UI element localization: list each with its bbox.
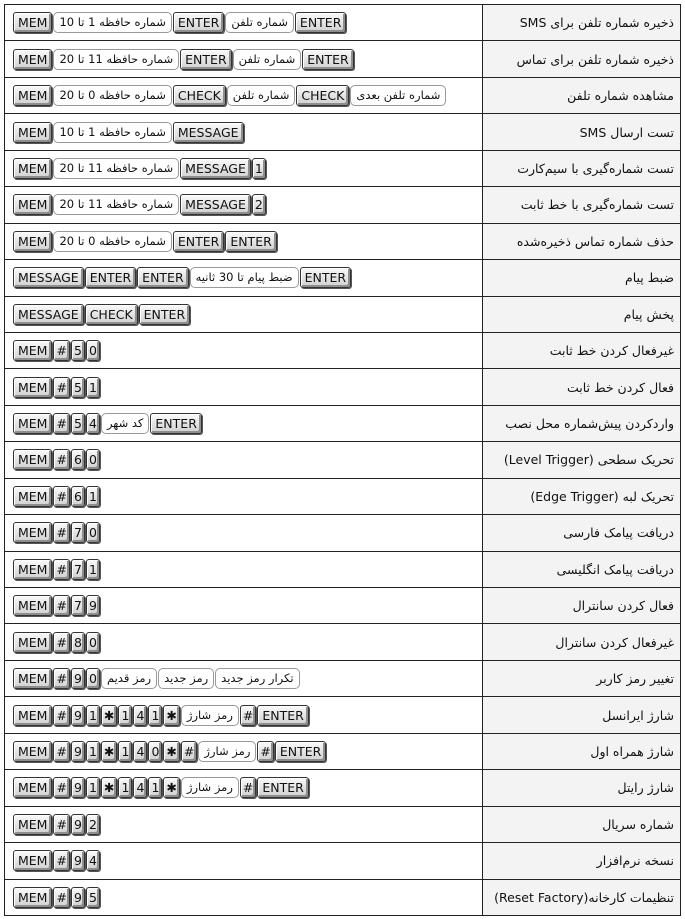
keypad-key: 7 — [71, 559, 85, 580]
keypad-key: ENTER — [180, 49, 231, 70]
keypad-key: CHECK — [85, 304, 138, 325]
keypad-key: MEM — [13, 449, 52, 470]
key-sequence — [5, 369, 482, 404]
keypad-key: 1 — [86, 777, 100, 798]
keypad-key: 1 — [86, 741, 100, 762]
table-row — [5, 297, 680, 333]
keypad-key: 0 — [86, 522, 100, 543]
keypad-key: ENTER — [173, 231, 224, 252]
keypad-key: ENTER — [85, 267, 136, 288]
keypad-key: 4 — [86, 850, 100, 871]
keypad-key: # — [53, 486, 69, 507]
keypad-key: # — [240, 777, 256, 798]
input-placeholder-box: شماره حافظه 11 تا 20 — [53, 194, 179, 215]
key-sequence — [5, 552, 482, 587]
input-placeholder-box: رمز شارژ — [181, 705, 239, 726]
key-sequence — [5, 41, 482, 76]
keypad-key: ENTER — [257, 777, 308, 798]
keypad-key: MEM — [13, 887, 52, 908]
keypad-key: MEM — [13, 122, 52, 143]
key-sequence — [5, 624, 482, 659]
input-placeholder-box: شماره حافظه 11 تا 20 — [53, 158, 179, 179]
table-row — [5, 770, 680, 806]
keypad-key: 9 — [71, 850, 85, 871]
table-row — [5, 697, 680, 733]
keypad-key: MEM — [13, 231, 52, 252]
keypad-key: # — [53, 887, 69, 908]
keypad-key: 0 — [86, 340, 100, 361]
keypad-key: # — [53, 595, 69, 616]
keypad-key: 9 — [71, 741, 85, 762]
input-placeholder-box: رمز شارژ — [198, 741, 256, 762]
input-placeholder-box: شماره تلفن — [225, 12, 294, 33]
keypad-key: # — [53, 850, 69, 871]
command-label: ذخیره شماره تلفن برای تماس — [482, 41, 680, 76]
keypad-key: ✱ — [101, 705, 117, 726]
keypad-key: MEM — [13, 486, 52, 507]
keypad-key: # — [181, 741, 197, 762]
keypad-key: ENTER — [300, 267, 351, 288]
table-row — [5, 41, 680, 77]
keypad-key: MEM — [13, 522, 52, 543]
keypad-key: 1 — [86, 705, 100, 726]
input-placeholder-box: شماره حافظه 1 تا 10 — [53, 12, 171, 33]
keypad-key: # — [53, 632, 69, 653]
input-placeholder-box: رمز قدیم — [101, 668, 157, 689]
input-placeholder-box: شماره تلفن — [233, 49, 302, 70]
keypad-key: 9 — [71, 705, 85, 726]
key-sequence — [5, 297, 482, 332]
keypad-key: # — [53, 340, 69, 361]
key-sequence — [5, 661, 482, 696]
table-row — [5, 369, 680, 405]
command-label: غیرفعال کردن خط ثابت — [482, 333, 680, 368]
table-row — [5, 406, 680, 442]
table-row — [5, 552, 680, 588]
keypad-key: 1 — [118, 777, 132, 798]
keypad-key: ✱ — [101, 741, 117, 762]
keypad-key: MEM — [13, 632, 52, 653]
keypad-key: MESSAGE — [173, 122, 244, 143]
keypad-key: 2 — [252, 194, 266, 215]
table-row — [5, 807, 680, 843]
keypad-key: MEM — [13, 814, 52, 835]
command-label: شارژ رایتل — [482, 770, 680, 805]
key-sequence — [5, 588, 482, 623]
command-label: تست شماره‌گیری با خط ثابت — [482, 187, 680, 222]
keypad-key: MEM — [13, 413, 52, 434]
key-sequence — [5, 807, 482, 842]
keypad-key: MEM — [13, 377, 52, 398]
keypad-key: 8 — [71, 632, 85, 653]
command-label: تغییر رمز کاربر — [482, 661, 680, 696]
command-label: تنظیمات کارخانه(Reset Factory) — [482, 880, 680, 915]
command-label: تحریک سطحی (Level Trigger) — [482, 442, 680, 477]
table-row — [5, 515, 680, 551]
table-row — [5, 5, 680, 41]
table-row — [5, 843, 680, 879]
keypad-key: MEM — [13, 559, 52, 580]
input-placeholder-box: رمز شارژ — [181, 777, 239, 798]
command-label: فعال کردن خط ثابت — [482, 369, 680, 404]
keypad-key: MESSAGE — [180, 158, 251, 179]
keypad-key: 1 — [148, 705, 162, 726]
keypad-key: 7 — [71, 595, 85, 616]
keypad-key: 5 — [71, 377, 85, 398]
command-label: نسخه نرم‌افزار — [482, 843, 680, 878]
key-sequence — [5, 5, 482, 40]
keypad-key: 5 — [86, 887, 100, 908]
keypad-key: 9 — [71, 814, 85, 835]
keypad-key: 9 — [86, 595, 100, 616]
input-placeholder-box: شماره حافظه 1 تا 10 — [53, 122, 171, 143]
keypad-key: ✱ — [163, 741, 179, 762]
keypad-key: # — [240, 705, 256, 726]
command-label: تست ارسال SMS — [482, 114, 680, 149]
keypad-key: 4 — [133, 741, 147, 762]
keypad-key: # — [53, 741, 69, 762]
keypad-key: # — [53, 449, 69, 470]
keypad-key: ✱ — [101, 777, 117, 798]
keypad-key: 0 — [86, 632, 100, 653]
command-label: دریافت پیامک فارسی — [482, 515, 680, 550]
key-sequence — [5, 734, 482, 769]
command-label: غیرفعال کردن سانترال — [482, 624, 680, 659]
keypad-key: 9 — [71, 887, 85, 908]
keypad-key: # — [257, 741, 273, 762]
key-sequence — [5, 151, 482, 186]
key-sequence — [5, 406, 482, 441]
command-label: ضبط پیام — [482, 260, 680, 295]
command-label: پخش پیام — [482, 297, 680, 332]
keypad-key: 9 — [71, 777, 85, 798]
key-sequence — [5, 843, 482, 878]
key-sequence — [5, 442, 482, 477]
key-sequence — [5, 187, 482, 222]
keypad-key: 9 — [71, 668, 85, 689]
keypad-key: ENTER — [173, 12, 224, 33]
keypad-key: ENTER — [275, 741, 326, 762]
command-label: تست شماره‌گیری با سیم‌کارت — [482, 151, 680, 186]
command-label: ذخیره شماره تلفن برای SMS — [482, 5, 680, 40]
command-label: دریافت پیامک انگلیسی — [482, 552, 680, 587]
keypad-key: # — [53, 814, 69, 835]
keypad-key: ENTER — [225, 231, 276, 252]
key-sequence — [5, 697, 482, 732]
keypad-key: ENTER — [257, 705, 308, 726]
input-placeholder-box: شماره تلفن بعدی — [350, 85, 446, 106]
command-label: مشاهده شماره تلفن — [482, 78, 680, 113]
keypad-key: MEM — [13, 340, 52, 361]
keypad-key: MESSAGE — [13, 304, 84, 325]
keypad-key: MESSAGE — [180, 194, 251, 215]
table-row — [5, 479, 680, 515]
keypad-key: ENTER — [150, 413, 201, 434]
keypad-key: ENTER — [295, 12, 346, 33]
command-table — [4, 4, 681, 916]
table-row — [5, 661, 680, 697]
keypad-key: MEM — [13, 194, 52, 215]
keypad-key: 0 — [86, 668, 100, 689]
input-placeholder-box: شماره حافظه 0 تا 20 — [53, 85, 171, 106]
input-placeholder-box: کد شهر — [101, 413, 149, 434]
keypad-key: # — [53, 705, 69, 726]
keypad-key: 1 — [86, 486, 100, 507]
keypad-key: MEM — [13, 595, 52, 616]
keypad-key: 1 — [148, 777, 162, 798]
keypad-key: # — [53, 522, 69, 543]
table-row — [5, 151, 680, 187]
keypad-key: ✱ — [163, 705, 179, 726]
keypad-key: 0 — [148, 741, 162, 762]
keypad-key: 1 — [86, 559, 100, 580]
keypad-key: MEM — [13, 49, 52, 70]
keypad-key: 1 — [118, 741, 132, 762]
keypad-key: ENTER — [139, 304, 190, 325]
keypad-key: 2 — [86, 814, 100, 835]
input-placeholder-box: ضبط پیام تا 30 ثانیه — [190, 267, 299, 288]
keypad-key: CHECK — [173, 85, 226, 106]
keypad-key: 7 — [71, 522, 85, 543]
key-sequence — [5, 114, 482, 149]
keypad-key: 6 — [71, 486, 85, 507]
keypad-key: # — [53, 413, 69, 434]
command-label: حذف شماره تماس ذخیره‌شده — [482, 224, 680, 259]
keypad-key: 4 — [86, 413, 100, 434]
keypad-key: # — [53, 777, 69, 798]
keypad-key: 1 — [118, 705, 132, 726]
key-sequence — [5, 333, 482, 368]
command-label: شماره سریال — [482, 807, 680, 842]
keypad-key: MEM — [13, 741, 52, 762]
table-row — [5, 187, 680, 223]
command-label: شارژ ایرانسل — [482, 697, 680, 732]
key-sequence — [5, 78, 482, 113]
keypad-key: MEM — [13, 668, 52, 689]
command-label: واردکردن پیش‌شماره محل نصب — [482, 406, 680, 441]
keypad-key: # — [53, 668, 69, 689]
command-label: تحریک لبه (Edge Trigger) — [482, 479, 680, 514]
keypad-key: 4 — [133, 705, 147, 726]
keypad-key: ✱ — [163, 777, 179, 798]
keypad-key: MEM — [13, 12, 52, 33]
keypad-key: MEM — [13, 777, 52, 798]
input-placeholder-box: شماره حافظه 11 تا 20 — [53, 49, 179, 70]
keypad-key: # — [53, 377, 69, 398]
input-placeholder-box: رمز جدید — [158, 668, 214, 689]
keypad-key: 6 — [71, 449, 85, 470]
table-row — [5, 624, 680, 660]
keypad-key: 0 — [86, 449, 100, 470]
input-placeholder-box: شماره تلفن — [227, 85, 296, 106]
command-label: شارژ همراه اول — [482, 734, 680, 769]
keypad-key: 1 — [252, 158, 266, 179]
keypad-key: MEM — [13, 705, 52, 726]
key-sequence — [5, 515, 482, 550]
table-row — [5, 224, 680, 260]
keypad-key: ENTER — [302, 49, 353, 70]
keypad-key: 4 — [133, 777, 147, 798]
keypad-key: MESSAGE — [13, 267, 84, 288]
key-sequence — [5, 479, 482, 514]
keypad-key: ENTER — [137, 267, 188, 288]
key-sequence — [5, 770, 482, 805]
input-placeholder-box: تکرار رمز جدید — [215, 668, 299, 689]
table-row — [5, 588, 680, 624]
key-sequence — [5, 880, 482, 915]
key-sequence — [5, 260, 482, 295]
keypad-key: MEM — [13, 850, 52, 871]
keypad-key: CHECK — [296, 85, 349, 106]
keypad-key: 5 — [71, 340, 85, 361]
keypad-key: MEM — [13, 158, 52, 179]
keypad-key: 5 — [71, 413, 85, 434]
table-row — [5, 333, 680, 369]
key-sequence — [5, 224, 482, 259]
keypad-key: MEM — [13, 85, 52, 106]
table-row — [5, 442, 680, 478]
table-row — [5, 260, 680, 296]
table-row — [5, 114, 680, 150]
table-row — [5, 78, 680, 114]
keypad-key: # — [53, 559, 69, 580]
table-row — [5, 734, 680, 770]
command-label: فعال کردن سانترال — [482, 588, 680, 623]
table-row — [5, 880, 680, 915]
input-placeholder-box: شماره حافظه 0 تا 20 — [53, 231, 171, 252]
keypad-key: 1 — [86, 377, 100, 398]
